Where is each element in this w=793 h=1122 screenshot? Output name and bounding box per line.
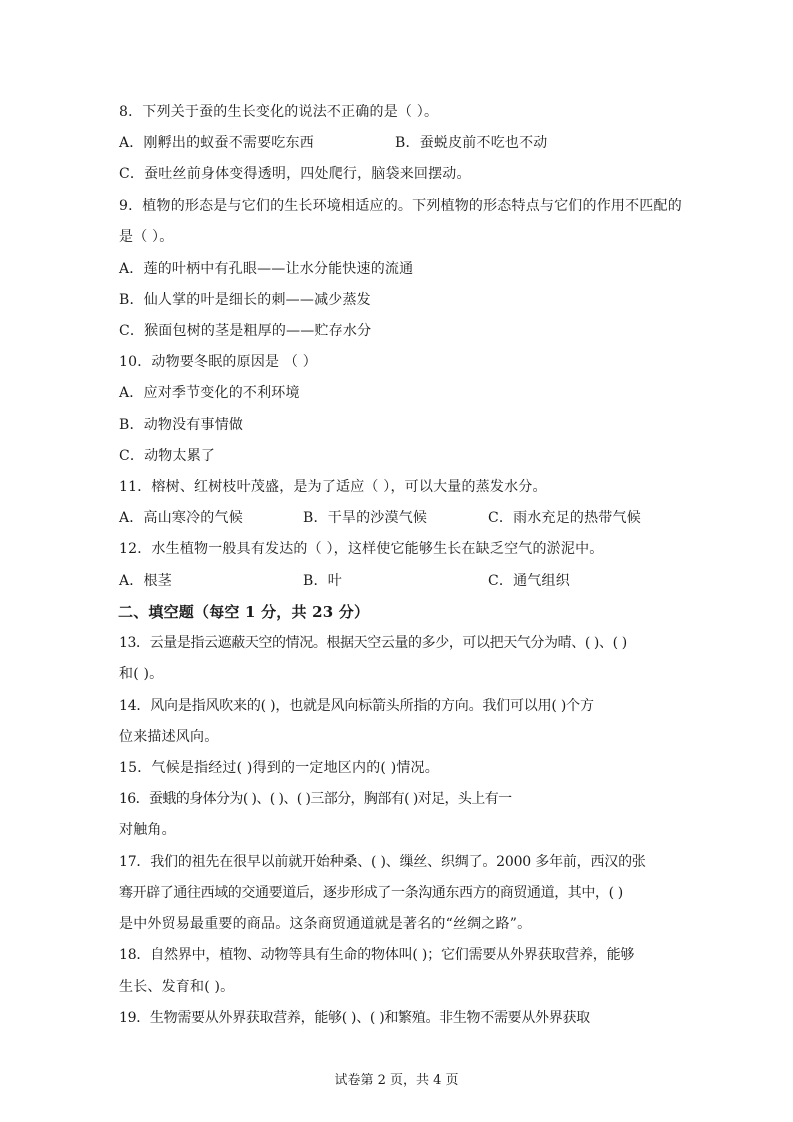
question-9-stem-line2: 是（ ）。 — [119, 229, 174, 245]
question-17-line1: 17．我们的祖先在很早以前就开始种桑、( )、缫丝、织绸了。2000 多年前，西汉的张 — [119, 854, 646, 870]
question-12-option-a: A．根茎 — [119, 573, 172, 589]
question-14-line1: 14．风向是指风吹来的( )，也就是风向标箭头所指的方向。我们可以用( )个方 — [119, 698, 594, 714]
section-2-title: 二、填空题（每空 1 分，共 23 分） — [118, 603, 370, 621]
question-16-line1: 16．蚕蛾的身体分为( )、( )、( )三部分，胸部有( )对足，头上有一 — [119, 791, 512, 807]
question-10-option-a: A．应对季节变化的不利环境 — [119, 385, 300, 401]
question-12-option-c: C．通气组织 — [488, 573, 570, 589]
question-15: 15．气候是指经过( )得到的一定地区内的( )情况。 — [119, 760, 439, 776]
question-18-line2: 生长、发育和( )。 — [119, 979, 235, 995]
question-10-stem: 10．动物要冬眠的原因是 （ ） — [119, 354, 317, 370]
question-10-option-b: B．动物没有事情做 — [119, 417, 244, 433]
question-14-line2: 位来描述风向。 — [119, 729, 219, 745]
question-12-option-b: B．叶 — [303, 573, 342, 589]
question-16-line2: 对触角。 — [119, 822, 176, 838]
question-11-stem: 11．榕树、红树枝叶茂盛，是为了适应（ ），可以大量的蒸发水分。 — [119, 479, 547, 495]
question-11-option-b: B．干旱的沙漠气候 — [303, 510, 428, 526]
question-8-stem: 8．下列关于蚕的生长变化的说法不正确的是（ ）。 — [119, 104, 439, 120]
question-13-line1: 13．云量是指云遮蔽天空的情况。根据天空云量的多少，可以把天气分为晴、( )、( ) — [119, 635, 627, 651]
question-17-line2: 骞开辟了通往西域的交通要道后，逐步形成了一条沟通东西方的商贸通道，其中，( ) — [119, 885, 623, 901]
question-10-option-c: C．动物太累了 — [119, 448, 216, 464]
question-9-option-c: C．猴面包树的茎是粗厚的——贮存水分 — [119, 323, 372, 339]
question-11-option-c: C．雨水充足的热带气候 — [488, 510, 641, 526]
question-8-option-a: A．刚孵出的蚁蚕不需要吃东西 — [119, 135, 314, 151]
question-9-option-a: A．莲的叶柄中有孔眼——让水分能快速的流通 — [119, 261, 414, 277]
question-8-option-b: B．蚕蜕皮前不吃也不动 — [395, 135, 548, 151]
question-8-option-c: C．蚕吐丝前身体变得透明，四处爬行，脑袋来回摆动。 — [119, 166, 471, 182]
question-18-line1: 18．自然界中，植物、动物等具有生命的物体叫( )；它们需要从外界获取营养，能够 — [119, 947, 635, 963]
question-19-line1: 19．生物需要从外界获取营养，能够( )、( )和繁殖。非生物不需要从外界获取 — [119, 1010, 590, 1026]
question-13-line2: 和( )。 — [119, 666, 164, 682]
question-11-option-a: A．高山寒冷的气候 — [119, 510, 243, 526]
question-12-stem: 12．水生植物一般具有发达的（ ），这样使它能够生长在缺乏空气的淤泥中。 — [119, 541, 604, 557]
question-17-line3: 是中外贸易最重要的商品。这条商贸通道就是著名的“丝绸之路”。 — [119, 916, 532, 932]
page-footer: 试卷第 2 页，共 4 页 — [334, 1073, 459, 1088]
question-9-stem-line1: 9．植物的形态是与它们的生长环境相适应的。下列植物的形态特点与它们的作用不匹配的 — [119, 198, 682, 214]
question-9-option-b: B．仙人掌的叶是细长的刺——减少蒸发 — [119, 292, 371, 308]
